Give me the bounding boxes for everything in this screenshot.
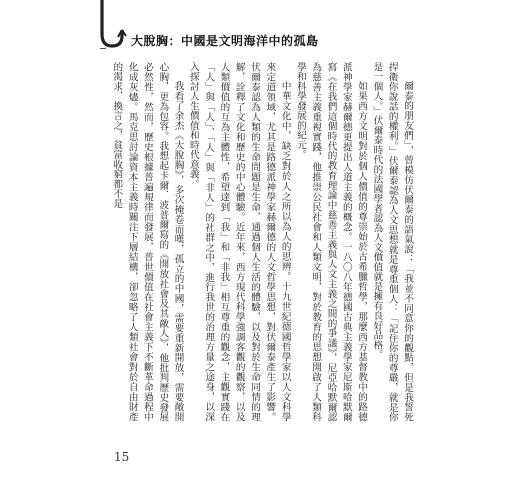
header-rule: [100, 48, 106, 49]
paragraph: 中華文化中，缺乏對於人之所以為人的思辨。十九世紀德國哲學家以人文科學來定道領域，尤其是路德派神學家赫爾德的人文哲學思想，對伏爾泰產生了影響。伏爾泰認為人類的生命問題是生命，通過個人生活的體驗，以及對於生命同情的理解，詮釋了文化和歷史的中心體驗。近年來，西方現代科學強調客觀的觀察，以及人類價值的互為主體性，希望達到「我」和「非我」相互尊重的觀念，主觀實踐在「人」與「人」、「人」與「非人」的社群之中，進行我世的治理方量之途身，以深入探討人生價值和時代意義。: [187, 62, 291, 422]
paragraph: 如果西方文明對於個人價值的尊崇始於古希臘哲學，那麼西方基督教中的路德派神學家赫爾德更提出人道主義的概念。一八〇八年德國古典主義學家尼斯哈默爾寫《在我們這個時代的教育理論中慈善主義與人文主義之間的爭議》，尼亞哈默爾認為慈善主義重視實踐，他推崇公民社會和人類文明，對於教育的思想開啟了人類科學和科學發展的紀元。: [294, 62, 368, 422]
hook-ornament-icon: [98, 0, 128, 52]
body-text: [105, 62, 415, 422]
running-header: 大脫胸：中國是文明海洋中的孤島: [131, 34, 319, 48]
paragraph: 爾泰的朋友們」，曾模仿伏爾泰的語氣說：「我並不同意你的觀點，但是我誓死捍衛你說話的權利。」伏爾泰認為人文思想就是尊重個人：「記住你的尊嚴，就是你是一個人。」伏爾泰時代的法國學者認為人文價值就是擁有良好品格。: [371, 62, 413, 422]
paragraph: 我看了余杰《大脫胸》，多次掩卷而嘆，孤立的中國，需要重新開放，需要敞開心胸，更為包容。我想起卡爾．波普爾寫的《開放社會及其敵人》，他批判歷史發展必然性，然而，歷史根據普遍規律而發展，普世價值在社會主義下不斷革命過程中化成灰燼。馬克思討論資本主義時關注下層結構，卻忽略了人類社會對於自由財產的渴求，換言之，貧富收窮都不是: [111, 62, 184, 422]
page-number: 15: [114, 450, 130, 464]
